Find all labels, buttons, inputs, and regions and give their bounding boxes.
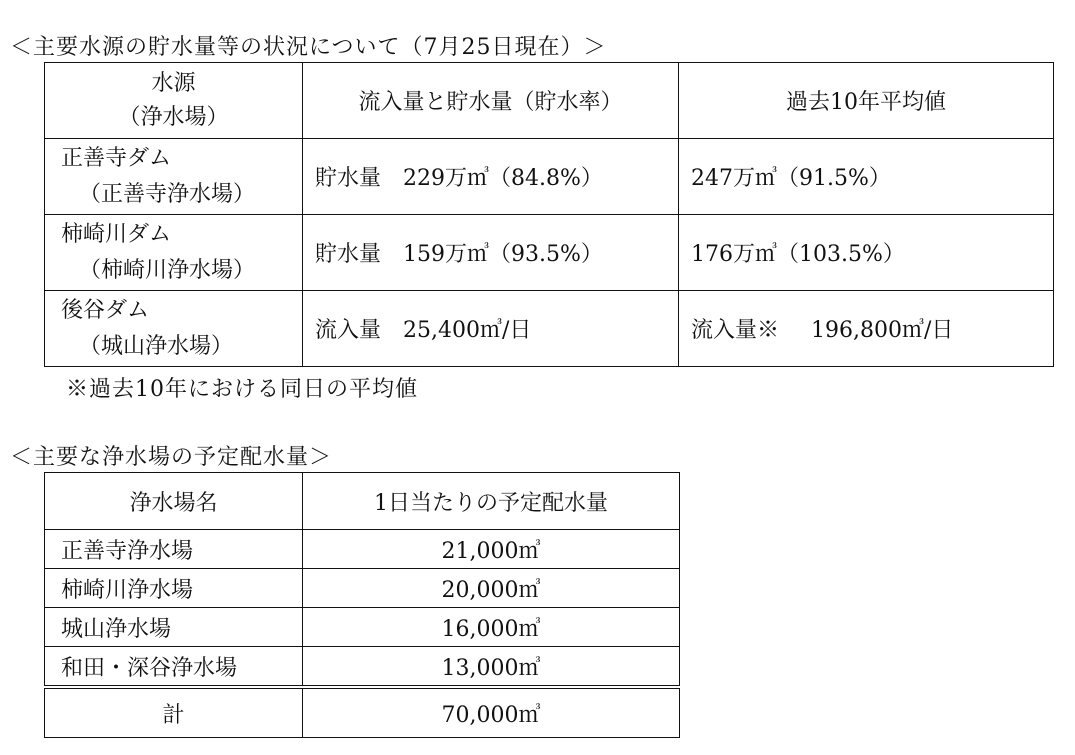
header-plant-name: 浄水場名 bbox=[45, 473, 303, 530]
current-value: 25,400㎥/日 bbox=[403, 318, 532, 343]
current-cell bbox=[303, 139, 679, 215]
planned-amount: 16,000㎥ bbox=[303, 608, 680, 647]
current-label: 流入量 bbox=[315, 318, 382, 343]
plant-name: 正善寺浄水場 bbox=[45, 530, 303, 569]
average-label: 流入量※ bbox=[691, 318, 780, 343]
table-row bbox=[45, 215, 1054, 291]
table-row bbox=[45, 530, 680, 569]
footnote: ※過去10年における同日の平均値 bbox=[66, 377, 418, 402]
dam-name: 柿崎川ダム bbox=[61, 221, 172, 247]
current-cell bbox=[303, 291, 679, 367]
current-label: 貯水量 bbox=[315, 166, 382, 191]
header-source bbox=[45, 63, 303, 139]
total-label: 計 bbox=[45, 687, 303, 738]
total-amount: 70,000㎥ bbox=[303, 687, 680, 738]
average-cell bbox=[679, 215, 1054, 291]
table-row bbox=[45, 291, 1054, 367]
average-value: 247万㎥（91.5%） bbox=[691, 166, 891, 191]
distribution-plan-title: ＜主要な浄水場の予定配水量＞ bbox=[10, 445, 333, 470]
current-value: 159万㎥（93.5%） bbox=[403, 242, 603, 267]
table-row bbox=[45, 569, 680, 608]
header-current: 流入量と貯水量（貯水率） bbox=[303, 63, 679, 139]
reservoir-status-title: ＜主要水源の貯水量等の状況について（7月25日現在）＞ bbox=[10, 35, 607, 60]
current-cell bbox=[303, 215, 679, 291]
current-value: 229万㎥（84.8%） bbox=[403, 166, 603, 191]
header-source-line1: 水源 bbox=[151, 70, 196, 96]
planned-amount: 20,000㎥ bbox=[303, 569, 680, 608]
plant-name: 城山浄水場 bbox=[45, 608, 303, 647]
source-cell bbox=[45, 291, 303, 367]
plant-name: 和田・深谷浄水場 bbox=[45, 647, 303, 688]
average-cell bbox=[679, 291, 1054, 367]
header-average: 過去10年平均値 bbox=[679, 63, 1054, 139]
plant-name: （柿崎川浄水場） bbox=[79, 257, 256, 283]
distribution-plan-table bbox=[44, 472, 680, 738]
dam-name: 正善寺ダム bbox=[61, 145, 172, 171]
planned-amount: 13,000㎥ bbox=[303, 647, 680, 688]
table-header-row bbox=[45, 473, 680, 530]
table-header-row bbox=[45, 63, 1054, 139]
average-value: 196,800㎥/日 bbox=[811, 318, 954, 343]
source-cell bbox=[45, 215, 303, 291]
reservoir-status-table bbox=[44, 62, 1054, 367]
plant-name: （城山浄水場） bbox=[79, 333, 234, 359]
average-cell bbox=[679, 139, 1054, 215]
table-row bbox=[45, 139, 1054, 215]
source-cell bbox=[45, 139, 303, 215]
dam-name: 後谷ダム bbox=[61, 297, 150, 323]
plant-name: 柿崎川浄水場 bbox=[45, 569, 303, 608]
current-label: 貯水量 bbox=[315, 242, 382, 267]
header-amount: 1日当たりの予定配水量 bbox=[303, 473, 680, 530]
total-row bbox=[45, 687, 680, 738]
average-value: 176万㎥（103.5%） bbox=[691, 242, 905, 267]
header-source-line2: （浄水場） bbox=[118, 104, 229, 130]
plant-name: （正善寺浄水場） bbox=[79, 181, 256, 207]
planned-amount: 21,000㎥ bbox=[303, 530, 680, 569]
table-row bbox=[45, 647, 680, 688]
table-row bbox=[45, 608, 680, 647]
